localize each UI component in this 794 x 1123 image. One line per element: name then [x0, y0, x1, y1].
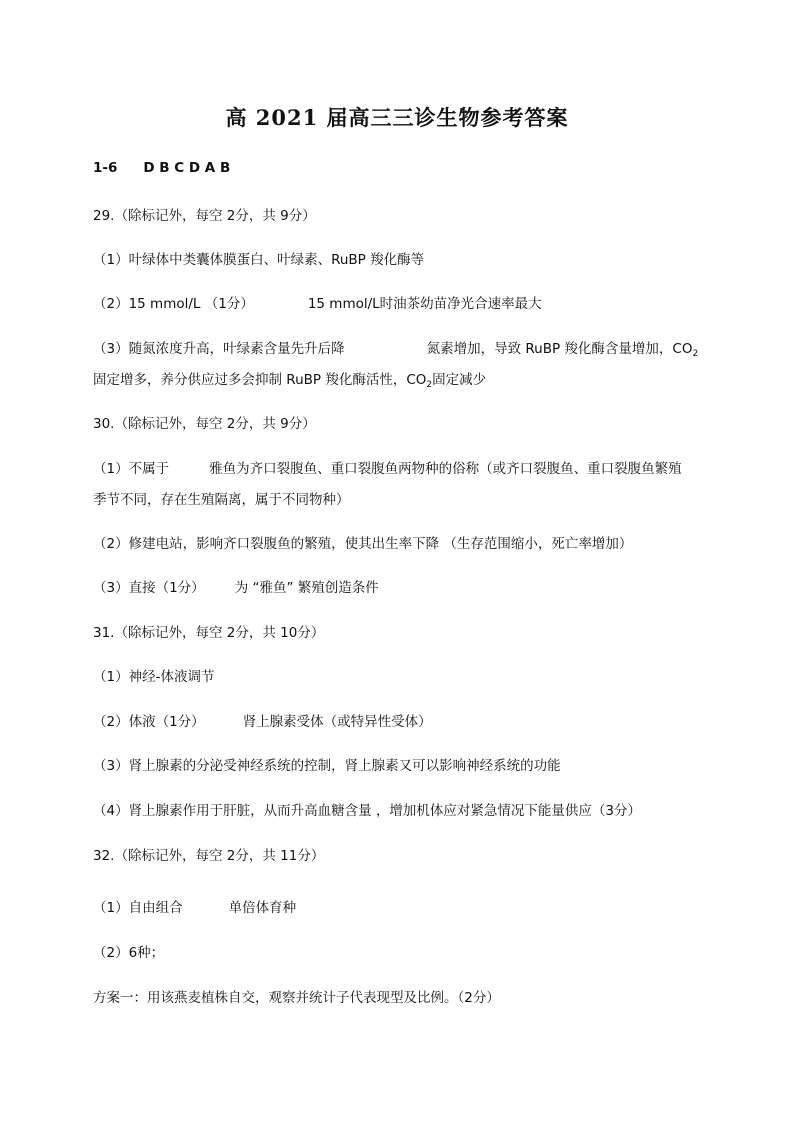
q30-answer-1-right: 雅鱼为齐口裂腹鱼、重口裂腹鱼两物种的俗称（或齐口裂腹鱼、重口裂腹鱼繁殖 — [209, 461, 682, 477]
mc-answer-list: D B C D A B — [143, 160, 231, 176]
q31-header: 31.（除标记外，每空 2分，共 10分） — [93, 625, 325, 641]
q29-answer-3-cont-pre: 固定增多，养分供应过多会抑制 RuBP 羧化酶活性，CO — [93, 372, 427, 388]
q31-answer-4: （4）肾上腺素作用于肝脏，从而升高血糖含量 ，增加机体应对紧急情况下能量供应（3分） — [93, 803, 641, 819]
q29-answer-3-right: 氮素增加，导致 RuBP 羧化酶含量增加，CO — [426, 341, 693, 357]
q29-header: 29.（除标记外，每空 2分，共 9分） — [93, 208, 316, 224]
q32-plan-1: 方案一：用该燕麦植株自交，观察并统计子代表现型及比例。（2分） — [93, 990, 500, 1006]
q29-answer-1: （1）叶绿体中类囊体膜蛋白、叶绿素、RuBP 羧化酶等 — [93, 252, 425, 268]
q31-answer-3: （3）肾上腺素的分泌受神经系统的控制，肾上腺素又可以影响神经系统的功能 — [93, 758, 561, 774]
q32-answer-1-right: 单倍体育种 — [228, 900, 297, 916]
mc-range: 1-6 — [93, 160, 118, 176]
q30-answer-3-right: 为 “雅鱼” 繁殖创造条件 — [234, 580, 379, 596]
q30-answer-3 — [93, 576, 379, 596]
q29-answer-3-cont-post: 固定减少 — [432, 372, 487, 388]
q29-answer-3-left: （3）随氮浓度升高，叶绿素含量先升后降 — [93, 341, 345, 357]
q31-answer-2-right: 肾上腺素受体（或特异性受体） — [242, 714, 432, 730]
q32-answer-2: （2）6种； — [93, 945, 165, 961]
q30-header: 30.（除标记外，每空 2分，共 9分） — [93, 416, 316, 432]
mc-answers — [93, 160, 230, 176]
q29-answer-3 — [93, 337, 698, 359]
q30-answer-1-left: （1）不属于 — [93, 461, 170, 477]
q32-answer-1 — [93, 896, 296, 916]
q29-answer-2-left: （2）15 mmol/L （1分） — [93, 296, 254, 312]
q31-answer-1: （1）神经-体液调节 — [93, 669, 215, 685]
q31-answer-2-left: （2）体液（1分） — [93, 714, 205, 730]
q30-answer-2: （2）修建电站，影响齐口裂腹鱼的繁殖，使其出生率下降 （生存范围缩小，死亡率增加） — [93, 536, 633, 552]
q29-answer-3-cont — [93, 368, 486, 390]
q29-answer-3-cont-subscript: 2 — [426, 380, 433, 390]
q30-answer-1 — [93, 457, 682, 477]
q29-answer-2-right: 15 mmol/L时油茶幼苗净光合速率最大 — [307, 296, 542, 312]
q30-answer-3-left: （3）直接（1分） — [93, 580, 205, 596]
q32-answer-1-left: （1）自由组合 — [93, 900, 183, 916]
q31-answer-2 — [93, 710, 432, 730]
q29-answer-3-subscript: 2 — [692, 349, 699, 359]
page-title: 高 2021 届高三三诊生物参考答案 — [225, 105, 569, 130]
q30-answer-1-cont: 季节不同，存在生殖隔离，属于不同物种） — [93, 492, 350, 508]
q29-answer-2 — [93, 292, 542, 312]
q32-header: 32.（除标记外，每空 2分，共 11分） — [93, 848, 325, 864]
